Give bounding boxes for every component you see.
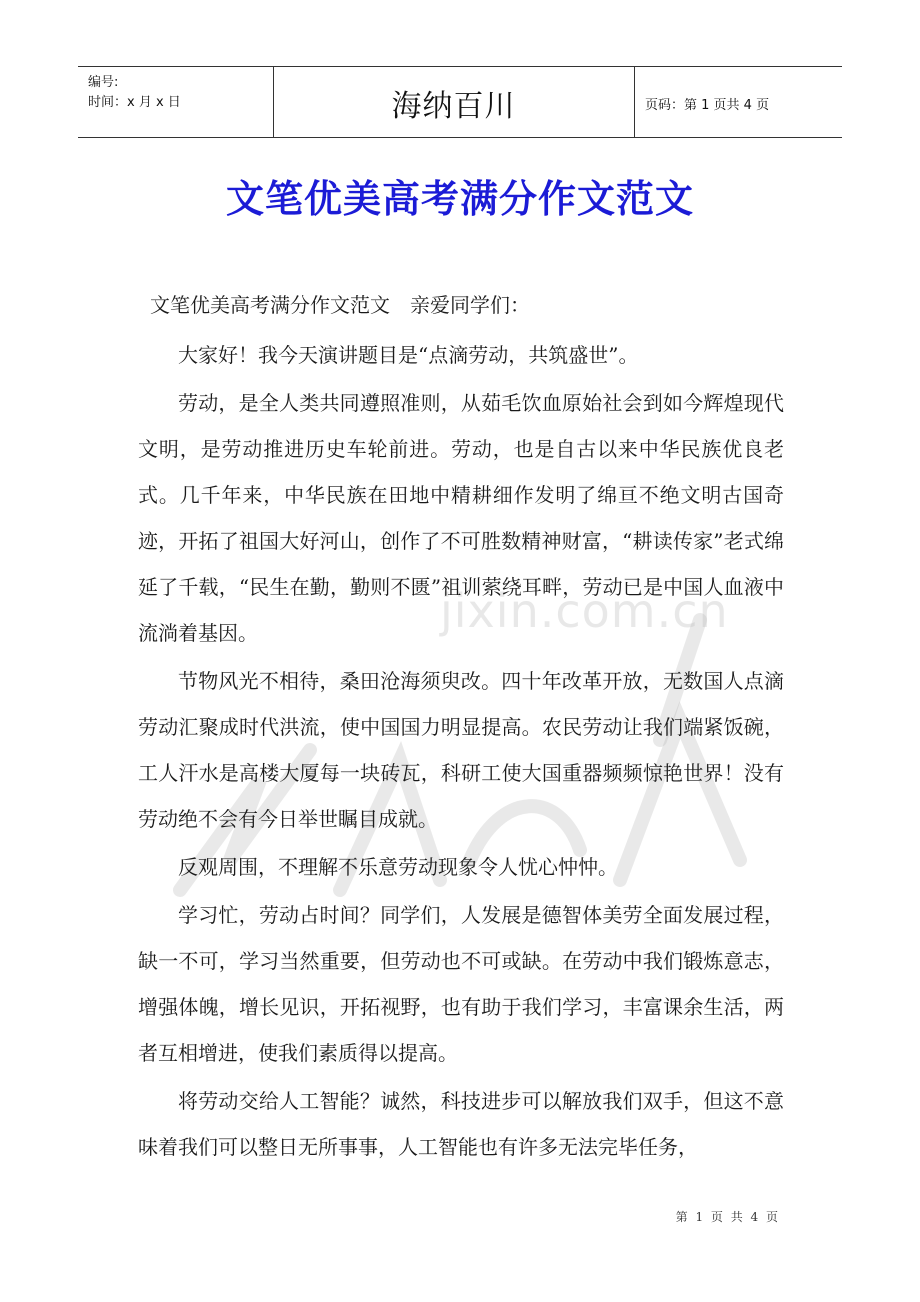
doc-date-label: 时间：x 月 x 日 [88, 95, 181, 110]
watermark-domain: jixin.com.cn [440, 584, 729, 638]
paragraph: 劳动，是全人类共同遵照准则，从茹毛饮血原始社会到如今辉煌现代文明，是劳动推进历史车轮前进。劳动，也是自古以来中华民族优良老式。几千年来，中华民族在田地中精耕细作发明了绵亘不绝文明古国奇迹，开拓了祖国大好河山，创作了不可胜数精神财富，“耕读传家”老式绵延了千载，“民生在勤，勤则不匮”祖训萦绕耳畔，劳动已是中国人血液中流淌着基因。 [138, 391, 784, 645]
header-brand-cell [273, 67, 635, 137]
paragraph: 将劳动交给人工智能？诚然，科技进步可以解放我们双手，但这不意味着我们可以整日无所事事，人工智能也有许多无法完毕任务， [138, 1089, 784, 1159]
page-footer: 第 1 页 共 4 页 [675, 1210, 780, 1224]
document-body [138, 282, 784, 1170]
header-page-cell [635, 67, 842, 137]
paragraph: 大家好！我今天演讲题目是“点滴劳动，共筑盛世”。 [178, 343, 639, 367]
header-table [78, 66, 842, 138]
paragraph: 节物风光不相待，桑田沧海须臾改。四十年改革开放，无数国人点滴劳动汇聚成时代洪流，使中国国力明显提高。农民劳动让我们端紧饭碗，工人汗水是高楼大厦每一块砖瓦，科研工使大国重器频频惊艳世界！没有劳动绝不会有今日举世瞩目成就。 [138, 669, 784, 831]
paragraph: 反观周围，不理解不乐意劳动现象令人忧心忡忡。 [178, 855, 618, 879]
doc-number-label: 编号: [88, 75, 119, 90]
paragraph: 学习忙，劳动占时间？同学们，人发展是德智体美劳全面发展过程，缺一不可，学习当然重要，但劳动也不可或缺。在劳动中我们锻炼意志，增强体魄，增长见识，开拓视野，也有助于我们学习，丰富课余生活，两者互相增进，使我们素质得以提高。 [138, 903, 784, 1065]
header-info-cell [78, 67, 274, 137]
page-code: 页码：第 1 页共 4 页 [645, 98, 770, 113]
brand-name: 海纳百川 [391, 89, 516, 124]
document-title: 文笔优美高考满分作文范文 [225, 176, 694, 221]
opening-line: 文笔优美高考满分作文范文 亲爱同学们： [150, 293, 530, 317]
